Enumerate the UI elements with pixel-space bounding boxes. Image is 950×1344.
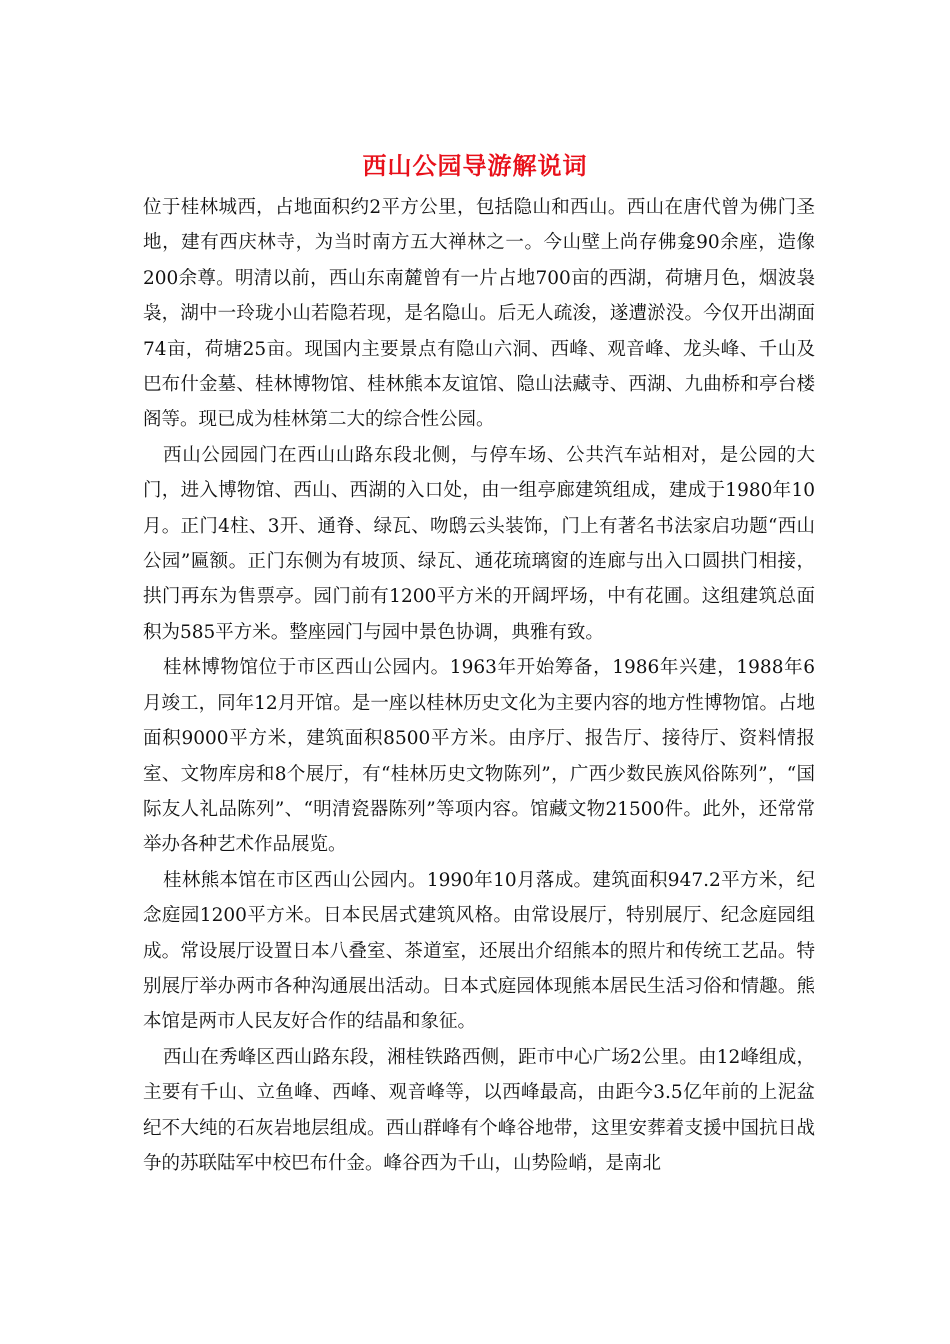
document-body <box>143 190 815 1181</box>
paragraph-intro: 位于桂林城西，占地面积约2平方公里，包括隐山和西山。西山在唐代曾为佛门圣地，建有西庆林寺，为当时南方五大禅林之一。今山壁上尚存佛龛90余座，造像200余尊。明清以前，西山东南麓曾有一片占地700亩的西湖，荷塘月色，烟波袅袅，湖中一玲珑小山若隐若现，是名隐山。后无人疏浚，遂遭淤没。今仅开出湖面74亩，荷塘25亩。现国内主要景点有隐山六洞、西峰、观音峰、龙头峰、千山及巴布什金墓、桂林博物馆、桂林熊本友谊馆、隐山法藏寺、西湖、九曲桥和亭台楼阁等。现已成为桂林第二大的综合性公园。 <box>143 197 815 431</box>
paragraph-kumamoto-hall: 桂林熊本馆在市区西山公园内。1990年10月落成。建筑面积947.2平方米，纪念庭园1200平方米。日本民居式建筑风格。由常设展厅，特别展厅、纪念庭园组成。常设展厅设置日本八叠室、茶道室，还展出介绍熊本的照片和传统工艺品。特别展厅举办两市各种沟通展出活动。日本式庭园体现熊本居民生活习俗和情趣。熊本馆是两市人民友好合作的结晶和象征。 <box>143 869 815 1033</box>
paragraph-park-gate: 西山公园园门在西山山路东段北侧，与停车场、公共汽车站相对，是公园的大门，进入博物馆、西山、西湖的入口处，由一组亭廊建筑组成，建成于1980年10月。正门4柱、3开、通脊、绿瓦、吻鸱云头装饰，门上有著名书法家启功题“西山公园”匾额。正门东侧为有坡顶、绿瓦、通花琉璃窗的连廊与出入口圆拱门相接，拱门再东为售票亭。园门前有1200平方米的开阔坪场，中有花圃。这组建筑总面积为585平方米。整座园门与园中景色协调，典雅有致。 <box>143 444 815 643</box>
paragraph-guilin-museum: 桂林博物馆位于市区西山公园内。1963年开始筹备，1986年兴建，1988年6月竣工，同年12月开馆。是一座以桂林历史文化为主要内容的地方性博物馆。占地面积9000平方米，建筑面积8500平方米。由序厅、报告厅、接待厅、资料情报室、文物库房和8个展厅，有“桂林历史文物陈列”，广西少数民族风俗陈列”，“国际友人礼品陈列”、“明清瓷器陈列”等项内容。馆藏文物21500件。此外，还常常举办各种艺术作品展览。 <box>143 657 815 856</box>
paragraph-west-hill: 西山在秀峰区西山路东段，湘桂铁路西侧，距市中心广场2公里。由12峰组成，主要有千山、立鱼峰、西峰、观音峰等，以西峰最高，由距今3.5亿年前的上泥盆纪不大纯的石灰岩地层组成。西山群峰有个峰谷地带，这里安葬着支援中国抗日战争的苏联陆军中校巴布什金。峰谷西为千山，山势险峭，是南北 <box>143 1046 815 1174</box>
document-title: 西山公园导游解说词 <box>362 151 588 180</box>
